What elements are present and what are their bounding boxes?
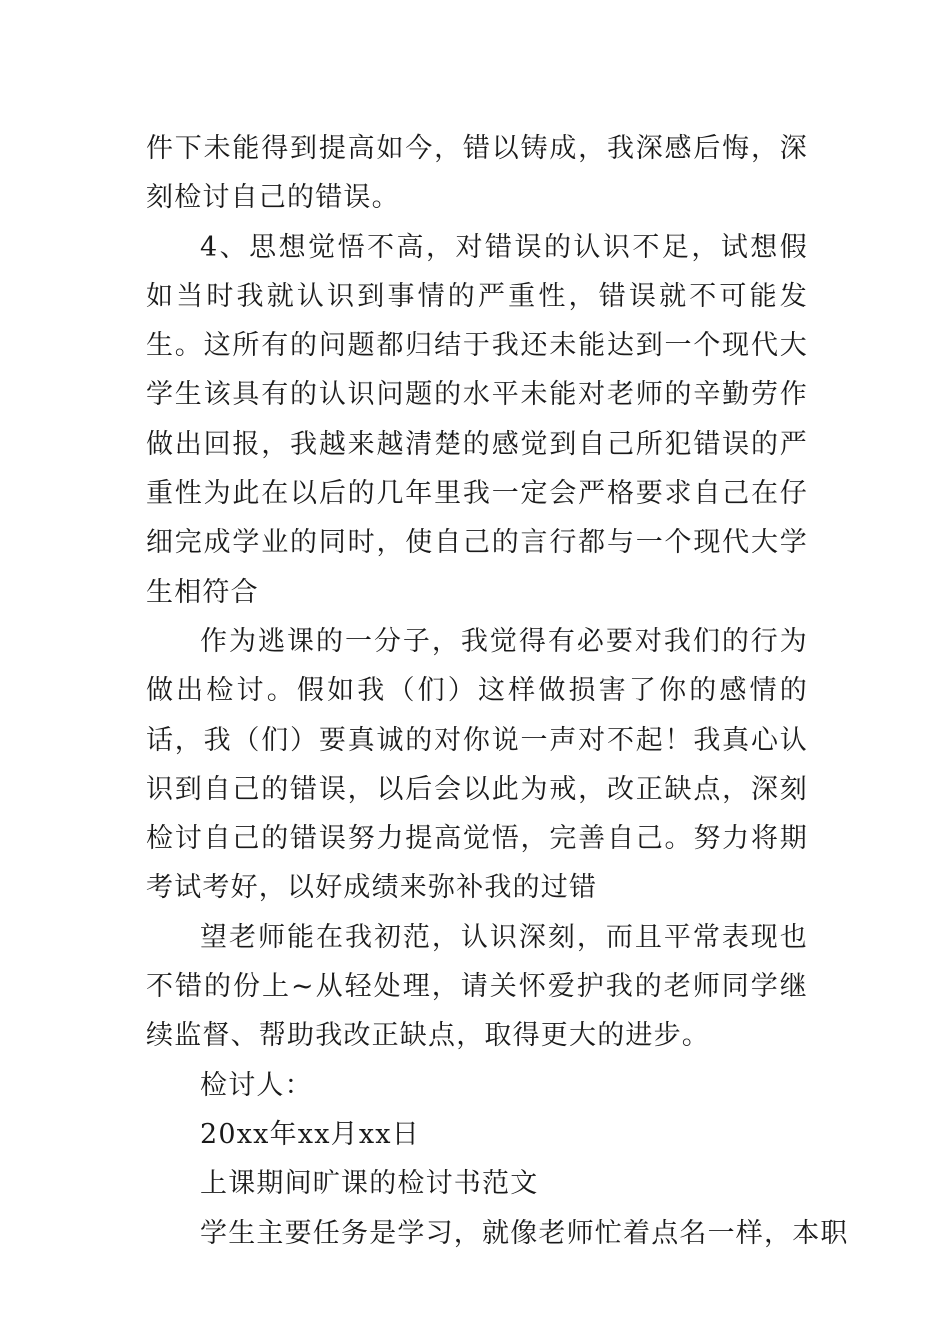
paragraph-request: 望老师能在我初范，认识深刻，而且平常表现也不错的份上~从轻处理，请关怀爱护我的老师同学继续监督、帮助我改正缺点，取得更大的进步。 [146, 921, 808, 1052]
next-article-title: 上课期间旷课的检讨书范文 [200, 1168, 539, 1200]
date-line: 20xx年xx月xx日 [200, 1118, 420, 1150]
paragraph-point-4: 4、思想觉悟不高，对错误的认识不足，试想假如当时我就认识到事情的严重性，错误就不可能发生。这所有的问题都归结于我还未能达到一个现代大学生该具有的认识问题的水平未能对老师的辛勤劳作做出回报，我越来越清楚的感觉到自己所犯错误的严重性为此在以后的几年里我一定会严格要求自己在仔细完成学业的同时，使自己的言行都与一个现代大学生相符合 [146, 231, 808, 608]
paragraph-apology: 作为逃课的一分子，我觉得有必要对我们的行为做出检讨。假如我（们）这样做损害了你的感情的话，我（们）要真诚的对你说一声对不起！我真心认识到自己的错误，以后会以此为戒，改正缺点，深刻检讨自己的错误努力提高觉悟，完善自己。努力将期考试考好，以好成绩来弥补我的过错 [146, 625, 808, 904]
signer-label: 检讨人： [200, 1069, 313, 1101]
document-body [146, 124, 849, 1258]
next-article-first-line: 学生主要任务是学习，就像老师忙着点名一样，本职 [200, 1217, 849, 1249]
paragraph-continuation: 件下未能得到提高如今，错以铸成，我深感后悔，深刻检讨自己的错误。 [146, 133, 808, 214]
